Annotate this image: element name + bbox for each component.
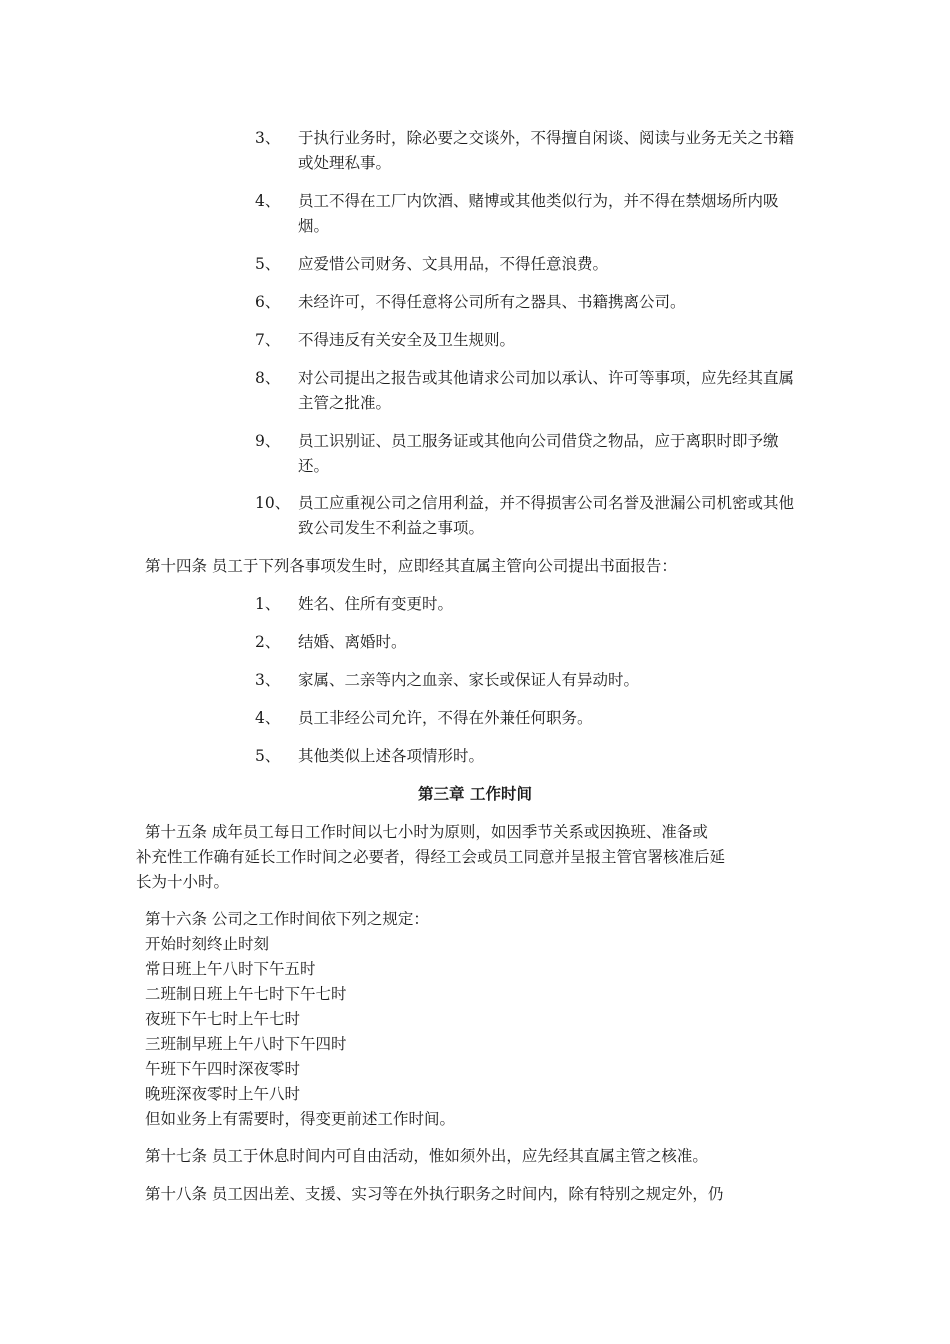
list-item-text: 结婚、离婚时。 [298, 633, 407, 651]
schedule-line: 开始时刻终止时刻 [145, 935, 270, 953]
list-item [255, 491, 815, 541]
list-item-number: 1、 [255, 595, 281, 613]
list-item-number: 2、 [255, 633, 281, 651]
article-15-line-3: 长为十小时。 [136, 873, 230, 891]
list-item-text: 员工不得在工厂内饮酒、赌博或其他类似行为，并不得在禁烟场所内吸烟。 [298, 192, 779, 235]
list-item-text: 姓名、住所有变更时。 [298, 595, 454, 613]
article-15-line-1: 第十五条 成年员工每日工作时间以七小时为原则，如因季节关系或因换班、准备或 [145, 823, 708, 841]
list-item [255, 429, 815, 479]
list-item [255, 744, 815, 769]
list-item [255, 668, 815, 693]
list-item-text: 未经许可，不得任意将公司所有之器具、书籍携离公司。 [298, 293, 686, 311]
schedule-line: 夜班下午七时上午七时 [145, 1010, 301, 1028]
article-16 [145, 907, 810, 1132]
list-item-text: 其他类似上述各项情形时。 [298, 747, 485, 765]
article-17: 第十七条 员工于休息时间内可自由活动，惟如须外出，应先经其直属主管之核准。 [145, 1147, 708, 1165]
list-item [255, 630, 815, 655]
list-item [255, 290, 815, 315]
list-item [255, 328, 815, 353]
list-item-number: 6、 [255, 293, 281, 311]
article-14: 第十四条 员工于下列各事项发生时，应即经其直属主管向公司提出书面报告： [145, 557, 677, 575]
list-item [255, 126, 815, 176]
list-item [255, 252, 815, 277]
article-15-line-2: 补充性工作确有延长工作时间之必要者，得经工会或员工同意并呈报主管官署核准后延 [136, 848, 726, 866]
list-item-number: 4、 [255, 192, 281, 210]
list-item-number: 3、 [255, 671, 281, 689]
list-item [255, 189, 815, 239]
list-item-number: 3、 [255, 129, 281, 147]
list-item-text: 应爱惜公司财务、文具用品，不得任意浪费。 [298, 255, 609, 273]
list-item-number: 5、 [255, 255, 281, 273]
chapter-heading: 第三章 工作时间 [418, 785, 532, 803]
schedule-line: 常日班上午八时下午五时 [145, 960, 316, 978]
list-item [255, 706, 815, 731]
list-item-text: 家属、二亲等内之血亲、家长或保证人有异动时。 [298, 671, 640, 689]
list-item [255, 592, 815, 617]
list-item-text: 不得违反有关安全及卫生规则。 [298, 331, 516, 349]
list-item-text: 员工应重视公司之信用利益，并不得损害公司名誉及泄漏公司机密或其他致公司发生不利益之事项。 [298, 494, 795, 537]
list-item-text: 员工非经公司允许，不得在外兼任何职务。 [298, 709, 593, 727]
list-item-number: 4、 [255, 709, 281, 727]
list-item-number: 9、 [255, 432, 281, 450]
list-item-number: 10、 [255, 494, 291, 512]
list-item-number: 5、 [255, 747, 281, 765]
schedule-line: 三班制早班上午八时下午四时 [145, 1035, 347, 1053]
list-item-text: 对公司提出之报告或其他请求公司加以承认、许可等事项，应先经其直属主管之批准。 [298, 369, 795, 412]
schedule-line: 午班下午四时深夜零时 [145, 1060, 301, 1078]
schedule-line: 晚班深夜零时上午八时 [145, 1085, 301, 1103]
list-item-text: 于执行业务时，除必要之交谈外，不得擅自闲谈、阅读与业务无关之书籍或处理私事。 [298, 129, 795, 172]
list-item-text: 员工识别证、员工服务证或其他向公司借贷之物品，应于离职时即予缴还。 [298, 432, 779, 475]
article-18: 第十八条 员工因出差、支援、实习等在外执行职务之时间内，除有特别之规定外，仍 [145, 1185, 724, 1203]
list-item [255, 366, 815, 416]
list-item-number: 7、 [255, 331, 281, 349]
article-16-intro: 第十六条 公司之工作时间依下列之规定： [145, 910, 429, 928]
schedule-line: 二班制日班上午七时下午七时 [145, 985, 347, 1003]
list-item-number: 8、 [255, 369, 281, 387]
schedule-line: 但如业务上有需要时，得变更前述工作时间。 [145, 1110, 456, 1128]
